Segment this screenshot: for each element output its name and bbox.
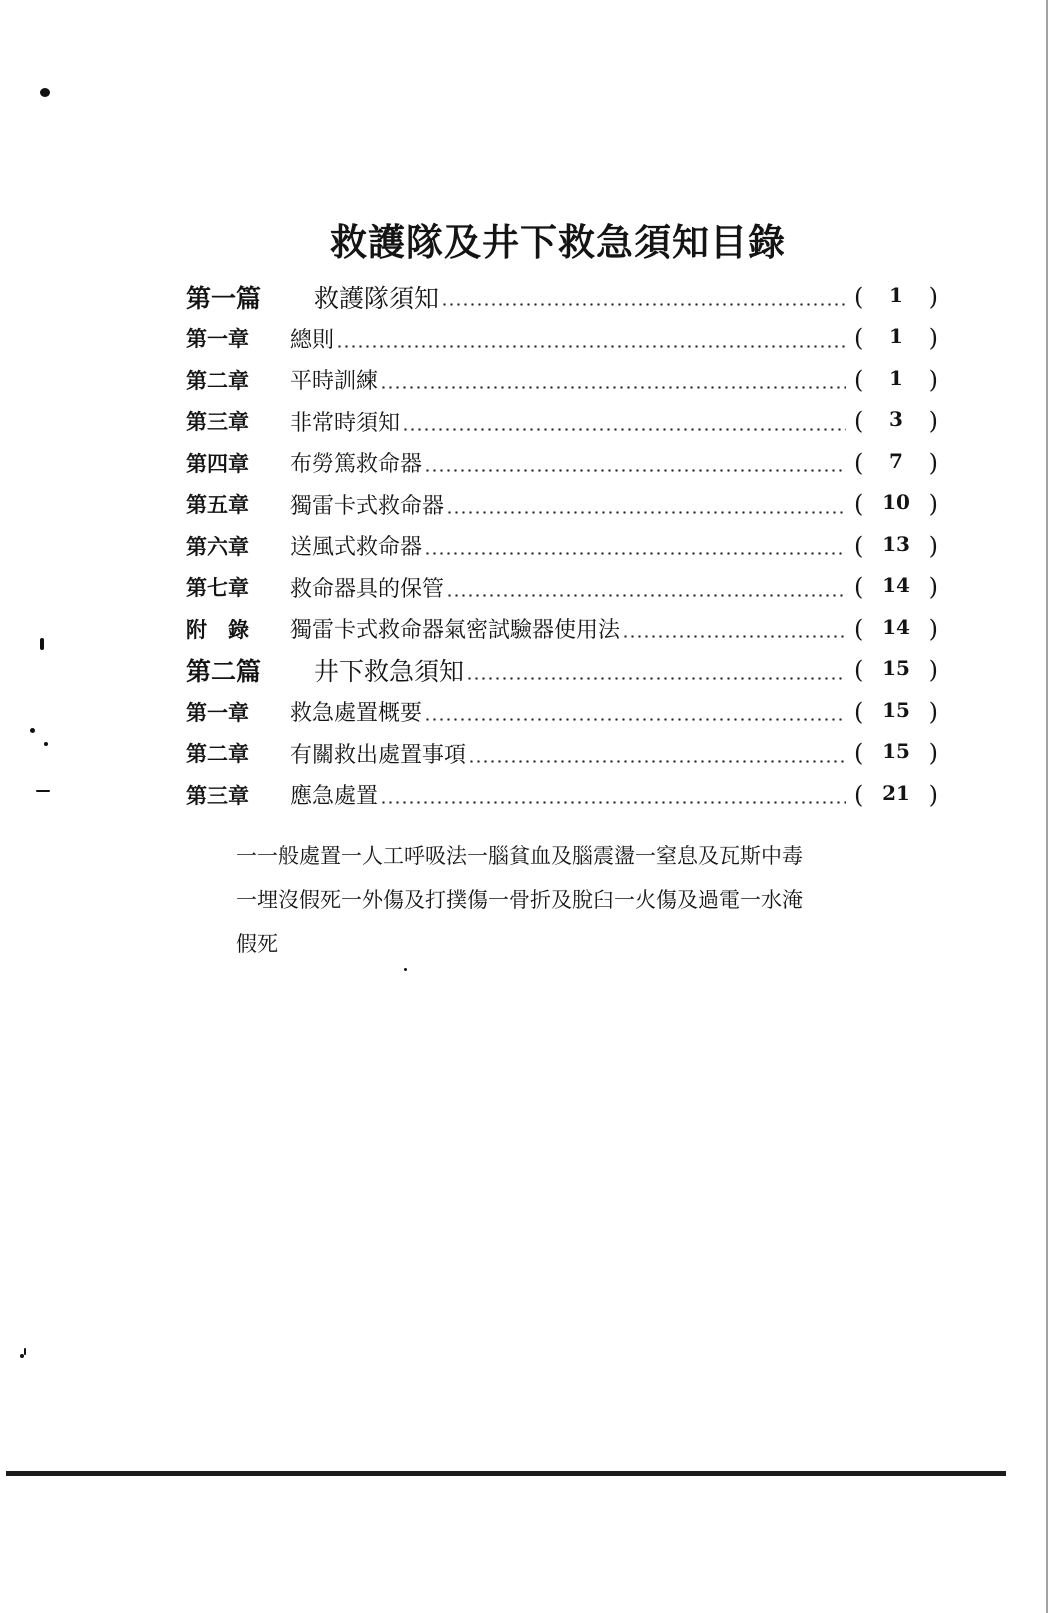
dot-leader [380, 801, 846, 804]
close-paren: ) [928, 365, 938, 394]
toc-entry-label: 第二章 [186, 367, 249, 393]
toc-entry-label: 第五章 [186, 492, 249, 518]
toc-chapter-row [186, 401, 938, 443]
open-paren: ( [854, 739, 864, 768]
open-paren: ( [854, 407, 864, 436]
toc-chapter-row [186, 318, 938, 360]
dot-leader [424, 469, 846, 472]
toc-entry-title: 救命器具的保管 [290, 576, 445, 602]
toc-page-number [854, 324, 938, 352]
toc-entry-label: 第一篇 [186, 283, 262, 313]
toc-page-number [854, 366, 938, 394]
dot-leader [402, 428, 846, 431]
toc-part-row [186, 650, 938, 692]
dot-leader [424, 718, 846, 721]
page-number-value: 14 [882, 573, 910, 598]
scan-mark [30, 728, 35, 733]
subtopic-line: 一一般處置一人工呼吸法一腦貧血及腦震盪一窒息及瓦斯中毒 [236, 844, 803, 868]
toc-entry-label: 第六章 [186, 533, 249, 559]
scan-mark [404, 968, 407, 971]
bottom-rule [6, 1471, 1006, 1476]
toc-entry-title: 送風式救命器 [290, 535, 423, 561]
page-number-value: 1 [889, 365, 903, 390]
scan-mark [44, 742, 48, 746]
close-paren: ) [928, 739, 938, 768]
toc-entry-title: 救護隊須知 [314, 283, 440, 313]
toc-entry-title: 獨雷卡式救命器氣密試驗器使用法 [290, 618, 621, 644]
dot-leader [441, 303, 846, 306]
toc-page-number [854, 449, 938, 477]
toc-entry-title: 非常時須知 [290, 410, 401, 436]
toc-entry-label: 第二篇 [186, 657, 262, 687]
toc-chapter-row [186, 691, 938, 733]
close-paren: ) [928, 780, 938, 809]
toc-entry-label: 第七章 [186, 575, 249, 601]
toc-entry-label: 第三章 [186, 409, 249, 435]
toc-page-number [854, 615, 938, 643]
toc-entry-label: 第一章 [186, 699, 249, 725]
toc-entry-title: 獨雷卡式救命器 [290, 493, 445, 519]
toc-page-number [854, 532, 938, 560]
toc-page-number [854, 656, 938, 684]
open-paren: ( [854, 531, 864, 560]
toc-chapter-row [186, 525, 938, 567]
dot-leader [468, 760, 846, 763]
scan-mark [40, 638, 44, 650]
toc-entry-title: 應急處置 [290, 784, 379, 810]
toc-chapter-row [186, 359, 938, 401]
close-paren: ) [928, 282, 938, 311]
toc-page-number [854, 698, 938, 726]
toc-entry-title: 平時訓練 [290, 369, 379, 395]
open-paren: ( [854, 365, 864, 394]
scan-mark [24, 1348, 26, 1355]
toc-entry-label: 第一章 [186, 326, 249, 352]
toc-chapter-row [186, 774, 938, 816]
scan-mark [36, 790, 50, 792]
close-paren: ) [928, 324, 938, 353]
toc-entry-label: 第四章 [186, 450, 249, 476]
page-number-value: 1 [889, 282, 903, 307]
page-number-value: 1 [889, 324, 903, 349]
open-paren: ( [854, 490, 864, 519]
page-title: 救護隊及井下救急須知目錄 [330, 220, 786, 264]
close-paren: ) [928, 656, 938, 685]
toc-page-number [854, 407, 938, 435]
open-paren: ( [854, 780, 864, 809]
toc-chapter-row [186, 733, 938, 775]
open-paren: ( [854, 614, 864, 643]
toc-part-row [186, 276, 938, 318]
dot-leader [446, 511, 846, 514]
page-number-value: 15 [882, 697, 910, 722]
page-number-value: 14 [882, 614, 910, 639]
page-number-value: 7 [889, 448, 903, 473]
open-paren: ( [854, 282, 864, 311]
subtopic-line: 假死 [236, 932, 278, 956]
toc-entry-label: 第三章 [186, 782, 249, 808]
close-paren: ) [928, 407, 938, 436]
page-number-value: 3 [889, 407, 903, 432]
close-paren: ) [928, 531, 938, 560]
toc-page-number [854, 573, 938, 601]
open-paren: ( [854, 656, 864, 685]
chapter-subtopics [236, 834, 936, 966]
close-paren: ) [928, 490, 938, 519]
toc-entry-title: 布勞篤救命器 [290, 452, 423, 478]
toc-chapter-row [186, 442, 938, 484]
open-paren: ( [854, 697, 864, 726]
toc-page-number [854, 283, 938, 311]
toc-chapter-row [186, 484, 938, 526]
toc-entry-title: 有關救出處置事項 [290, 742, 467, 768]
close-paren: ) [928, 614, 938, 643]
open-paren: ( [854, 448, 864, 477]
toc-page-number [854, 490, 938, 518]
page-number-value: 15 [882, 656, 910, 681]
toc-chapter-row [186, 567, 938, 609]
toc-chapter-row [186, 608, 938, 650]
page-number-value: 15 [882, 739, 910, 764]
toc-page-number [854, 739, 938, 767]
subtopic-line: 一埋沒假死一外傷及打撲傷一骨折及脫臼一火傷及過電一水淹 [236, 888, 803, 912]
toc-entry-label: 第二章 [186, 741, 249, 767]
dot-leader [424, 552, 846, 555]
close-paren: ) [928, 573, 938, 602]
scan-mark [40, 88, 50, 97]
toc-entry-title: 井下救急須知 [314, 657, 465, 687]
table-of-contents [186, 276, 938, 816]
page-edge-line [1046, 0, 1048, 1613]
dot-leader [466, 677, 846, 680]
toc-entry-title: 救急處置概要 [290, 701, 423, 727]
open-paren: ( [854, 573, 864, 602]
page-number-value: 21 [882, 780, 910, 805]
close-paren: ) [928, 448, 938, 477]
dot-leader [622, 635, 846, 638]
page-number-value: 13 [882, 531, 910, 556]
toc-page-number [854, 781, 938, 809]
dot-leader [380, 386, 846, 389]
close-paren: ) [928, 697, 938, 726]
open-paren: ( [854, 324, 864, 353]
dot-leader [446, 594, 846, 597]
toc-entry-title: 總則 [290, 327, 335, 353]
dot-leader [336, 345, 846, 348]
page-number-value: 10 [882, 490, 910, 515]
toc-entry-label: 附 錄 [186, 616, 249, 642]
